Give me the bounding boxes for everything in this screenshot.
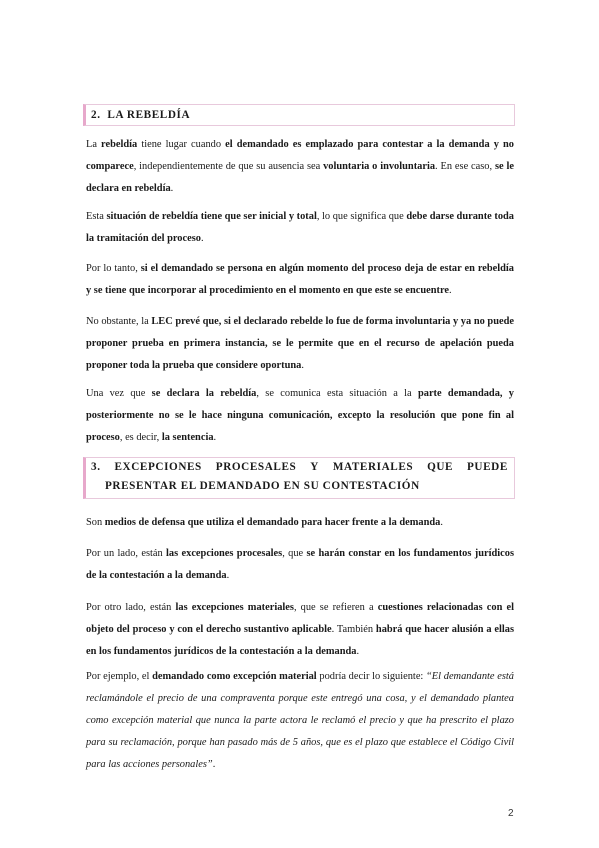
paragraph-lec-prevision: No obstante, la LEC prevé que, si el declarado rebelde lo fue de forma involuntaria y ya no puede proponer prueba en primera instancia, se le permite que en el recurso de apelación pueda proponer toda la prueba que considere oportuna. bbox=[86, 316, 514, 371]
heading-line-2: PRESENTAR EL DEMANDADO EN SU CONTESTACIÓN bbox=[105, 480, 420, 492]
paragraph-excepciones-materiales: Por otro lado, están las excepciones materiales, que se refieren a cuestiones relacionadas con el objeto del proceso y con el derecho sustantivo aplicable. También habrá que hacer alusión a ellas en los fundamentos jurídicos de la contestación a la demanda. bbox=[86, 602, 514, 657]
heading-line-1: 3. EXCEPCIONES PROCESALES Y MATERIALES QUE PUEDE bbox=[91, 461, 508, 473]
paragraph-medios-defensa: Son medios de defensa que utiliza el demandado para hacer frente a la demanda. bbox=[86, 517, 443, 528]
paragraph-ejemplo: Por ejemplo, el demandado como excepción material podría decir lo siguiente: “El demandante está reclamándole el precio de una compraventa porque este entregó una cosa, y el demandado plantea como excepción material que nunca la parte actora le reclamó el precio y que ha prescrito el plazo para su reclamación, porque han pasado más de 5 años, que es el plazo que establece el Código Civil para las acciones personales”. bbox=[86, 671, 514, 770]
paragraph-rebeldia-definition: La rebeldía tiene lugar cuando el demandado es emplazado para contestar a la demanda y no comparece, independientemente de que su ausencia sea voluntaria o involuntaria. En ese caso, se le declara en rebeldía. bbox=[86, 139, 514, 194]
heading-number: 2. bbox=[91, 109, 101, 121]
page-number: 2 bbox=[508, 808, 514, 819]
heading-title: LA REBELDÍA bbox=[107, 109, 191, 121]
section-heading-rebeldia bbox=[83, 104, 515, 126]
paragraph-personacion: Por lo tanto, si el demandado se persona en algún momento del proceso deja de estar en rebeldía y se tiene que incorporar al procedimiento en el momento en que este se encuentre. bbox=[86, 263, 514, 296]
paragraph-excepciones-procesales: Por un lado, están las excepciones procesales, que se harán constar en los fundamentos jurídicos de la contestación a la demanda. bbox=[86, 548, 514, 581]
paragraph-comunicacion: Una vez que se declara la rebeldía, se comunica esta situación a la parte demandada, y posteriormente no se le hace ninguna comunicación, excepto la resolución que pone fin al proceso, es decir, la sentencia. bbox=[86, 388, 515, 443]
heading-number: 3. bbox=[91, 461, 101, 473]
example-quote: “El demandante está reclamándole el precio de una compraventa porque este entregó una cosa, y el demandado plantea como excepción material que nunca la parte actora le reclamó el precio y que ha prescrito el plazo para su reclamación, porque han pasado más de 5 años, que es el plazo que establece el Código Civil para las acciones personales” bbox=[86, 671, 514, 770]
section-heading-excepciones bbox=[83, 457, 515, 499]
paragraph-situacion-rebeldia: Esta situación de rebeldía tiene que ser inicial y total, lo que significa que debe darse durante toda la tramitación del proceso. bbox=[86, 211, 515, 244]
